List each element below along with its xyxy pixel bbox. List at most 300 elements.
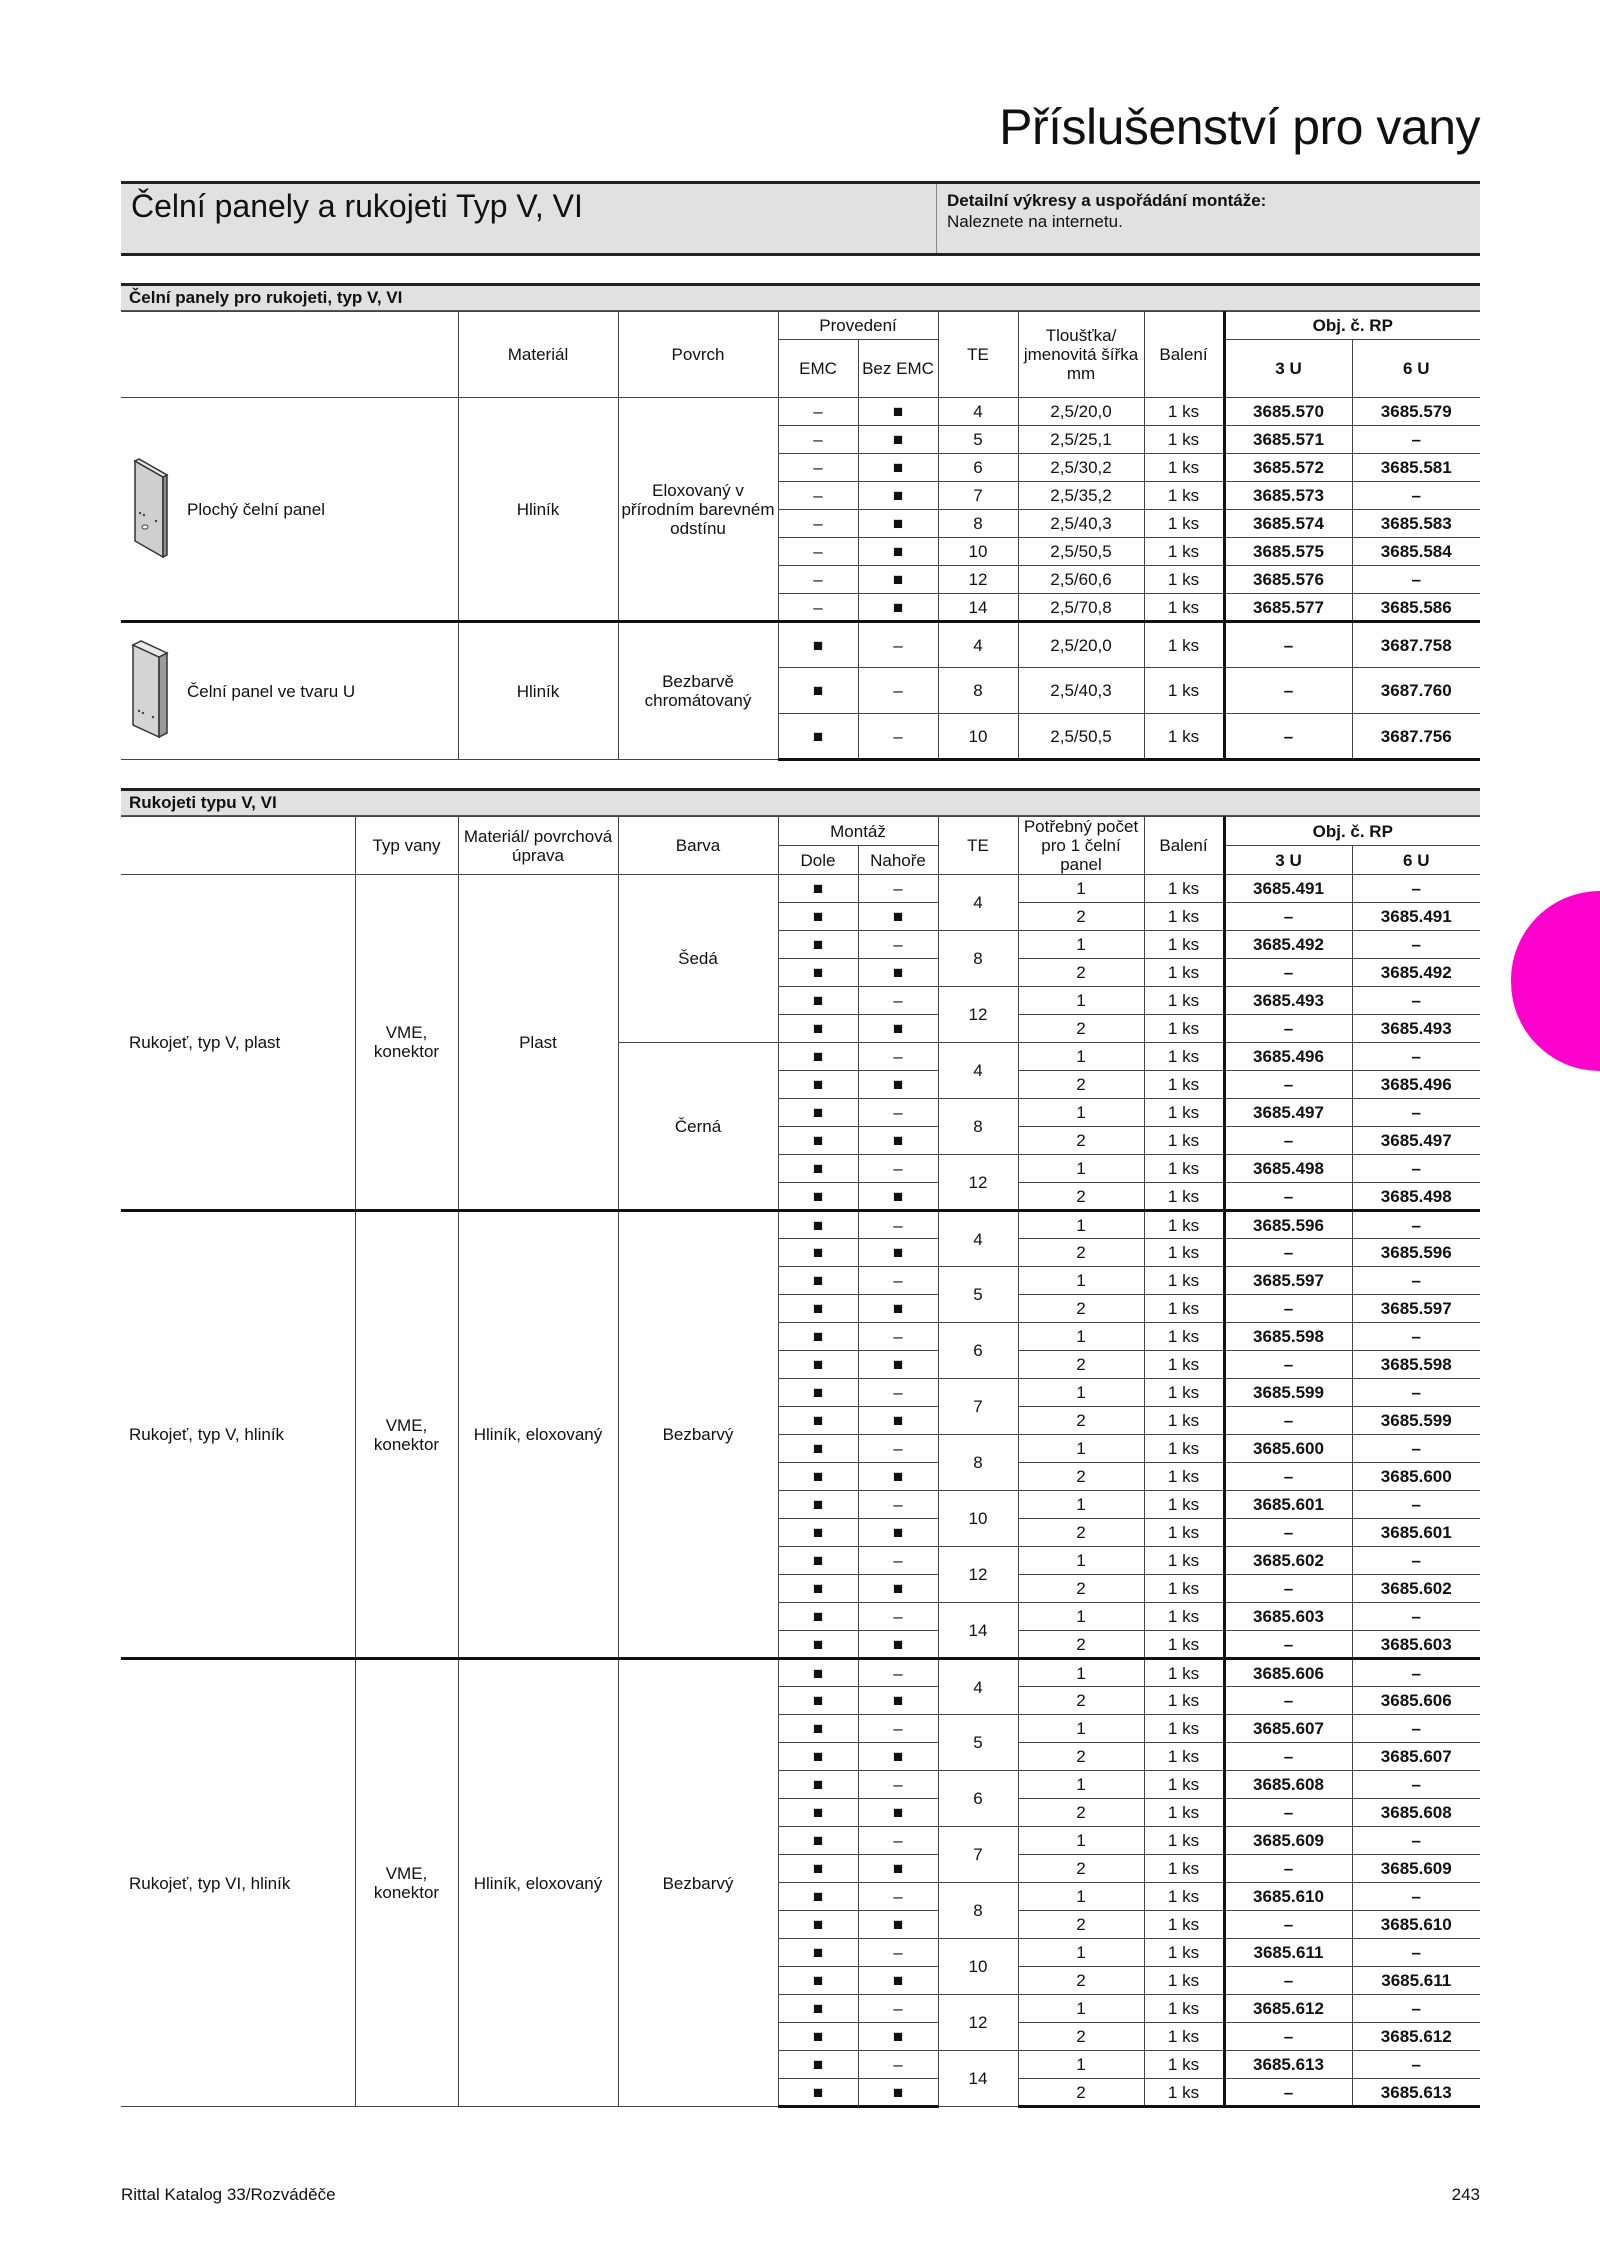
nahore-cell: ■ [858,1183,938,1211]
nahore-cell: ■ [858,1911,938,1939]
bez-emc-cell: – [858,622,938,668]
table-row [121,398,1480,426]
nahore-cell: ■ [858,1799,938,1827]
pack-cell: 1 ks [1144,1743,1224,1771]
qty-cell: 2 [1018,2023,1144,2051]
order-3u-cell: – [1224,1687,1352,1715]
nahore-cell: – [858,931,938,959]
pack-cell: 1 ks [1144,1883,1224,1911]
qty-cell: 1 [1018,875,1144,903]
pack-cell: 1 ks [1144,1995,1224,2023]
emc-cell: ■ [778,622,858,668]
pack-cell: 1 ks [1144,668,1224,714]
te-cell: 4 [938,1211,1018,1267]
header-montaz: Montáž [778,817,938,846]
order-3u-cell: 3685.598 [1224,1323,1352,1351]
order-6u-cell: 3685.492 [1352,959,1480,987]
header-3u: 3 U [1224,846,1352,875]
dole-cell: ■ [778,1827,858,1855]
order-6u-cell: 3685.579 [1352,398,1480,426]
order-3u-cell: 3685.611 [1224,1939,1352,1967]
order-6u-cell: 3685.596 [1352,1239,1480,1267]
qty-cell: 2 [1018,1631,1144,1659]
table-row [121,622,1480,668]
order-6u-cell: – [1352,1771,1480,1799]
pack-cell: 1 ks [1144,1687,1224,1715]
nahore-cell: ■ [858,1071,938,1099]
pack-cell: 1 ks [1144,1659,1224,1687]
thickness-cell: 2,5/50,5 [1018,538,1144,566]
emc-cell: – [778,398,858,426]
emc-cell: – [778,510,858,538]
handles-table [121,788,1480,2108]
dole-cell: ■ [778,987,858,1015]
bez-emc-cell: ■ [858,538,938,566]
dole-cell: ■ [778,1771,858,1799]
pack-cell: 1 ks [1144,1239,1224,1267]
typ-vany-cell: VME, konektor [355,875,458,1211]
dole-cell: ■ [778,1407,858,1435]
te-cell: 8 [938,668,1018,714]
bez-emc-cell: – [858,714,938,760]
order-6u-cell: 3685.609 [1352,1855,1480,1883]
header-baleni: Balení [1144,312,1224,398]
pack-cell: 1 ks [1144,1911,1224,1939]
qty-cell: 2 [1018,1295,1144,1323]
order-3u-cell: – [1224,903,1352,931]
pack-cell: 1 ks [1144,1715,1224,1743]
pack-cell: 1 ks [1144,1855,1224,1883]
order-6u-cell: 3685.597 [1352,1295,1480,1323]
qty-cell: 2 [1018,1911,1144,1939]
qty-cell: 1 [1018,1211,1144,1239]
te-cell: 4 [938,398,1018,426]
te-cell: 4 [938,622,1018,668]
order-6u-cell: – [1352,482,1480,510]
pack-cell: 1 ks [1144,1295,1224,1323]
color-cell: Bezbarvý [618,1211,778,1659]
te-cell: 10 [938,1939,1018,1995]
table-row [121,1659,1480,1687]
order-3u-cell: – [1224,2079,1352,2107]
typ-vany-cell: VME, konektor [355,1211,458,1659]
qty-cell: 2 [1018,1239,1144,1267]
order-3u-cell: – [1224,1351,1352,1379]
info-text: Naleznete na internetu. [947,212,1123,231]
qty-cell: 1 [1018,1547,1144,1575]
te-cell: 8 [938,931,1018,987]
nahore-cell: – [858,1323,938,1351]
order-3u-cell: 3685.571 [1224,426,1352,454]
pack-cell: 1 ks [1144,1267,1224,1295]
order-6u-cell: – [1352,1043,1480,1071]
qty-cell: 2 [1018,1463,1144,1491]
bez-emc-cell: ■ [858,482,938,510]
header-6u: 6 U [1352,846,1480,875]
dole-cell: ■ [778,1799,858,1827]
order-3u-cell: – [1224,1183,1352,1211]
dole-cell: ■ [778,931,858,959]
dole-cell: ■ [778,2051,858,2079]
header-barva: Barva [618,817,778,875]
emc-cell: – [778,426,858,454]
pack-cell: 1 ks [1144,1799,1224,1827]
qty-cell: 1 [1018,1939,1144,1967]
order-6u-cell: – [1352,1099,1480,1127]
material-cell: Hliník [458,398,618,622]
pack-cell: 1 ks [1144,426,1224,454]
order-3u-cell: – [1224,1071,1352,1099]
dole-cell: ■ [778,1547,858,1575]
qty-cell: 1 [1018,2051,1144,2079]
order-6u-cell: 3685.610 [1352,1911,1480,1939]
bez-emc-cell: ■ [858,426,938,454]
pack-cell: 1 ks [1144,510,1224,538]
material-cell: Hliník, eloxovaný [458,1211,618,1659]
dole-cell: ■ [778,959,858,987]
order-3u-cell: 3685.601 [1224,1491,1352,1519]
te-cell: 4 [938,875,1018,931]
dole-cell: ■ [778,875,858,903]
order-6u-cell: 3685.599 [1352,1407,1480,1435]
header-6u: 6 U [1352,340,1480,398]
qty-cell: 2 [1018,1575,1144,1603]
qty-cell: 1 [1018,1323,1144,1351]
dole-cell: ■ [778,1939,858,1967]
material-cell: Plast [458,875,618,1211]
nahore-cell: ■ [858,1855,938,1883]
header-emc: EMC [778,340,858,398]
dole-cell: ■ [778,1631,858,1659]
header-pocet: Potřebný počet pro 1 čelní panel [1018,817,1144,875]
header-provedeni: Provedení [778,312,938,340]
order-3u-cell: – [1224,1015,1352,1043]
dole-cell: ■ [778,1379,858,1407]
te-cell: 10 [938,538,1018,566]
order-3u-cell: – [1224,1239,1352,1267]
qty-cell: 1 [1018,1043,1144,1071]
order-3u-cell: 3685.599 [1224,1379,1352,1407]
order-3u-cell: – [1224,1575,1352,1603]
header-3u: 3 U [1224,340,1352,398]
order-6u-cell: – [1352,1491,1480,1519]
te-cell: 6 [938,1323,1018,1379]
thickness-cell: 2,5/20,0 [1018,622,1144,668]
order-3u-cell: 3685.492 [1224,931,1352,959]
dole-cell: ■ [778,1211,858,1239]
nahore-cell: – [858,1211,938,1239]
emc-cell: – [778,594,858,622]
te-cell: 12 [938,987,1018,1043]
order-6u-cell: – [1352,1379,1480,1407]
order-3u-cell: – [1224,1127,1352,1155]
order-6u-cell: 3685.497 [1352,1127,1480,1155]
order-6u-cell: 3685.603 [1352,1631,1480,1659]
header-thickness: Tloušťka/ jmenovitá šířka mm [1018,312,1144,398]
nahore-cell: ■ [858,1967,938,1995]
qty-cell: 1 [1018,1155,1144,1183]
bez-emc-cell: ■ [858,594,938,622]
qty-cell: 2 [1018,1351,1144,1379]
order-6u-cell: – [1352,1211,1480,1239]
te-cell: 4 [938,1043,1018,1099]
nahore-cell: – [858,1379,938,1407]
pack-cell: 1 ks [1144,2051,1224,2079]
nahore-cell: – [858,1547,938,1575]
dole-cell: ■ [778,1183,858,1211]
nahore-cell: ■ [858,1519,938,1547]
nahore-cell: ■ [858,1239,938,1267]
qty-cell: 1 [1018,987,1144,1015]
product-name-cell: Rukojeť, typ V, hliník [121,1211,355,1659]
qty-cell: 1 [1018,1715,1144,1743]
order-6u-cell: – [1352,1547,1480,1575]
te-cell: 12 [938,566,1018,594]
order-3u-cell: 3685.612 [1224,1995,1352,2023]
product-wrap [129,639,456,743]
nahore-cell: – [858,1995,938,2023]
pack-cell: 1 ks [1144,1183,1224,1211]
qty-cell: 1 [1018,1099,1144,1127]
order-3u-cell: – [1224,1519,1352,1547]
table-caption: Čelní panely pro rukojeti, typ V, VI [121,283,1480,311]
order-6u-cell: – [1352,1323,1480,1351]
section-info [947,190,1266,232]
emc-cell: ■ [778,714,858,760]
header-dole: Dole [778,846,858,875]
order-6u-cell: 3685.584 [1352,538,1480,566]
pack-cell: 1 ks [1144,1015,1224,1043]
nahore-cell: ■ [858,1295,938,1323]
qty-cell: 1 [1018,1603,1144,1631]
order-6u-cell: – [1352,1603,1480,1631]
pack-cell: 1 ks [1144,594,1224,622]
dole-cell: ■ [778,1883,858,1911]
order-6u-cell: – [1352,1939,1480,1967]
order-6u-cell: 3685.600 [1352,1463,1480,1491]
order-3u-cell: – [1224,1743,1352,1771]
order-6u-cell: – [1352,1267,1480,1295]
pack-cell: 1 ks [1144,1631,1224,1659]
header-obj: Obj. č. RP [1224,817,1480,846]
te-cell: 7 [938,1827,1018,1883]
order-6u-cell: – [1352,931,1480,959]
qty-cell: 1 [1018,1995,1144,2023]
order-3u-cell: – [1224,2023,1352,2051]
pack-cell: 1 ks [1144,1351,1224,1379]
order-3u-cell: – [1224,1463,1352,1491]
nahore-cell: – [858,1771,938,1799]
nahore-cell: – [858,1267,938,1295]
thickness-cell: 2,5/50,5 [1018,714,1144,760]
pack-cell: 1 ks [1144,454,1224,482]
qty-cell: 2 [1018,1799,1144,1827]
pack-cell: 1 ks [1144,1575,1224,1603]
dole-cell: ■ [778,1491,858,1519]
order-6u-cell: 3685.612 [1352,2023,1480,2051]
nahore-cell: – [858,875,938,903]
header-nahore: Nahoře [858,846,938,875]
pack-cell: 1 ks [1144,1379,1224,1407]
order-6u-cell: – [1352,566,1480,594]
emc-cell: – [778,482,858,510]
dole-cell: ■ [778,1687,858,1715]
surface-cell: Eloxovaný v přírodním barevném odstínu [618,398,778,622]
order-6u-cell: 3685.606 [1352,1687,1480,1715]
chapter-tab-marker [1511,891,1600,1071]
order-3u-cell: – [1224,714,1352,760]
page-title: Příslušenství pro vany [999,99,1480,155]
section-divider [936,184,937,253]
header-te: TE [938,312,1018,398]
table-row [121,1211,1480,1239]
nahore-cell: – [858,1491,938,1519]
te-cell: 8 [938,1099,1018,1155]
te-cell: 7 [938,482,1018,510]
te-cell: 7 [938,1379,1018,1435]
order-3u-cell: – [1224,1911,1352,1939]
qty-cell: 2 [1018,2079,1144,2107]
te-cell: 12 [938,1155,1018,1211]
pack-cell: 1 ks [1144,1099,1224,1127]
qty-cell: 2 [1018,903,1144,931]
dole-cell: ■ [778,1239,858,1267]
dole-cell: ■ [778,1575,858,1603]
nahore-cell: ■ [858,1575,938,1603]
order-6u-cell: – [1352,1883,1480,1911]
order-3u-cell: 3685.607 [1224,1715,1352,1743]
emc-cell: – [778,538,858,566]
nahore-cell: – [858,1099,938,1127]
order-3u-cell: 3685.493 [1224,987,1352,1015]
qty-cell: 2 [1018,1967,1144,1995]
order-3u-cell: – [1224,1295,1352,1323]
order-3u-cell: – [1224,1631,1352,1659]
header-product [121,817,355,875]
order-3u-cell: 3685.498 [1224,1155,1352,1183]
order-3u-cell: 3685.606 [1224,1659,1352,1687]
nahore-cell: ■ [858,1407,938,1435]
header-material: Materiál/ povrchová úprava [458,817,618,875]
table-row [121,875,1480,903]
header-obj: Obj. č. RP [1224,312,1480,340]
page-number: 243 [1451,2185,1480,2204]
nahore-cell: ■ [858,2079,938,2107]
thickness-cell: 2,5/70,8 [1018,594,1144,622]
te-cell: 8 [938,1883,1018,1939]
dole-cell: ■ [778,1071,858,1099]
order-6u-cell: 3685.613 [1352,2079,1480,2107]
order-3u-cell: – [1224,1967,1352,1995]
order-3u-cell: – [1224,959,1352,987]
order-6u-cell: – [1352,875,1480,903]
thickness-cell: 2,5/40,3 [1018,668,1144,714]
order-3u-cell: 3685.574 [1224,510,1352,538]
te-cell: 10 [938,714,1018,760]
te-cell: 5 [938,426,1018,454]
dole-cell: ■ [778,1323,858,1351]
dole-cell: ■ [778,2079,858,2107]
nahore-cell: – [858,1659,938,1687]
qty-cell: 1 [1018,1827,1144,1855]
pack-cell: 1 ks [1144,875,1224,903]
pack-cell: 1 ks [1144,1603,1224,1631]
info-heading: Detailní výkresy a uspořádání montáže: [947,191,1267,210]
qty-cell: 2 [1018,1687,1144,1715]
dole-cell: ■ [778,1127,858,1155]
dole-cell: ■ [778,1351,858,1379]
surface-cell: Bezbarvě chromátovaný [618,622,778,760]
nahore-cell: – [858,2051,938,2079]
dole-cell: ■ [778,1099,858,1127]
pack-cell: 1 ks [1144,931,1224,959]
product-cell [121,398,458,622]
te-cell: 14 [938,1603,1018,1659]
order-6u-cell: 3685.581 [1352,454,1480,482]
order-3u-cell: 3685.575 [1224,538,1352,566]
pack-cell: 1 ks [1144,1939,1224,1967]
order-6u-cell: – [1352,1827,1480,1855]
te-cell: 12 [938,1995,1018,2051]
te-cell: 12 [938,1547,1018,1603]
order-6u-cell: – [1352,2051,1480,2079]
nahore-cell: – [858,987,938,1015]
order-6u-cell: 3685.607 [1352,1743,1480,1771]
qty-cell: 2 [1018,1743,1144,1771]
nahore-cell: ■ [858,1687,938,1715]
order-3u-cell: – [1224,622,1352,668]
pack-cell: 1 ks [1144,1043,1224,1071]
pack-cell: 1 ks [1144,566,1224,594]
dole-cell: ■ [778,1743,858,1771]
dole-cell: ■ [778,1043,858,1071]
order-3u-cell: 3685.572 [1224,454,1352,482]
order-3u-cell: – [1224,1407,1352,1435]
thickness-cell: 2,5/40,3 [1018,510,1144,538]
qty-cell: 2 [1018,1407,1144,1435]
qty-cell: 1 [1018,1267,1144,1295]
dole-cell: ■ [778,1967,858,1995]
order-6u-cell: – [1352,1659,1480,1687]
qty-cell: 2 [1018,1855,1144,1883]
qty-cell: 1 [1018,1491,1144,1519]
header-typ-vany: Typ vany [355,817,458,875]
pack-cell: 1 ks [1144,1323,1224,1351]
header-product [121,312,458,398]
order-6u-cell: – [1352,1995,1480,2023]
order-6u-cell: 3685.611 [1352,1967,1480,1995]
product-name: Plochý čelní panel [187,499,325,519]
order-6u-cell: 3685.493 [1352,1015,1480,1043]
nahore-cell: ■ [858,903,938,931]
order-6u-cell: 3685.583 [1352,510,1480,538]
footer-catalog: Rittal Katalog 33/Rozváděče [121,2185,336,2204]
qty-cell: 1 [1018,1659,1144,1687]
section-header [121,181,1480,256]
product-name-cell: Rukojeť, typ V, plast [121,875,355,1211]
thickness-cell: 2,5/20,0 [1018,398,1144,426]
bez-emc-cell: – [858,668,938,714]
pack-cell: 1 ks [1144,482,1224,510]
nahore-cell: – [858,1939,938,1967]
product-wrap [129,457,456,561]
order-3u-cell: 3685.596 [1224,1211,1352,1239]
dole-cell: ■ [778,1463,858,1491]
header-surface: Povrch [618,312,778,398]
dole-cell: ■ [778,2023,858,2051]
material-cell: Hliník [458,622,618,760]
pack-cell: 1 ks [1144,1967,1224,1995]
